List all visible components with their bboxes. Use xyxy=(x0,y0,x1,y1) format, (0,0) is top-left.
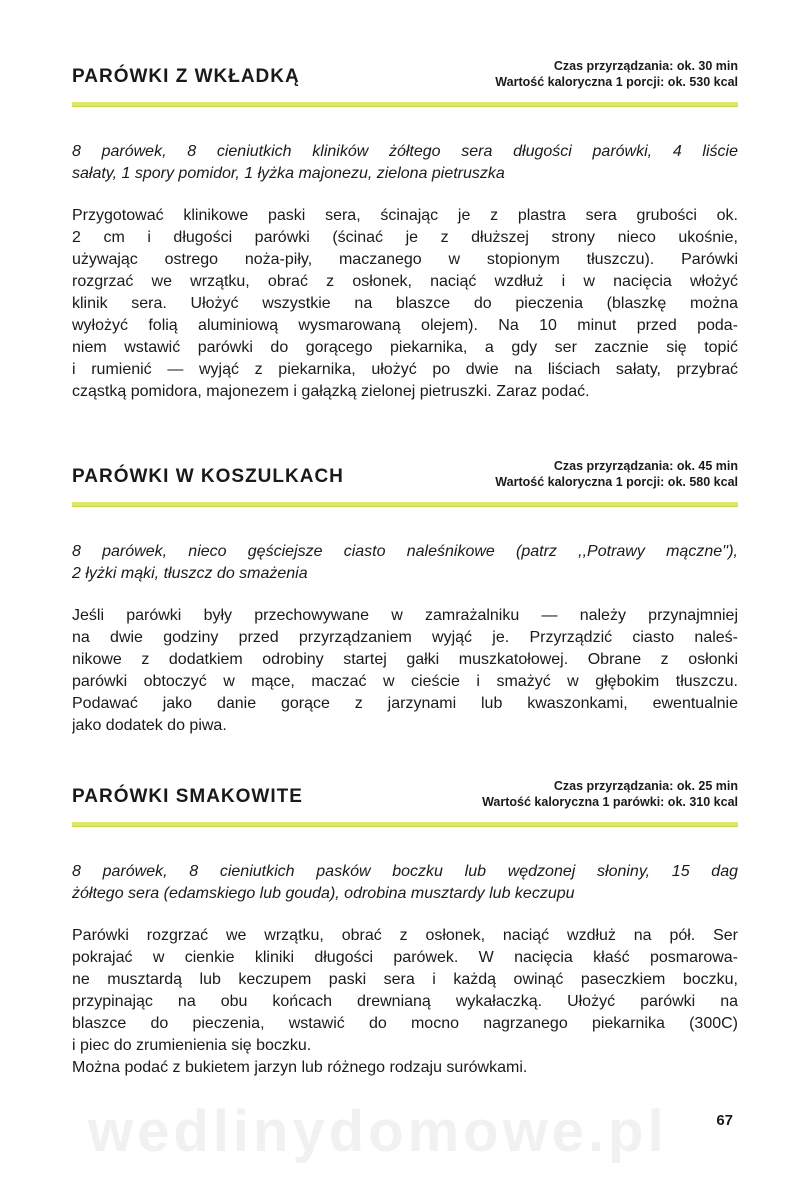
instructions-line: i rumienić — wyjąć z piekarnika, ułożyć po dwie na liściach sałaty, przybrać xyxy=(72,361,738,378)
calories: Wartość kaloryczna 1 porcji: ok. 530 kcal xyxy=(495,75,738,89)
instructions xyxy=(72,605,738,737)
recipe-header xyxy=(72,452,738,502)
ingredients-line: sałaty, 1 spory pomidor, 1 łyżka majonezu, zielona pietruszka xyxy=(72,165,505,182)
ingredients xyxy=(72,141,738,185)
instructions-line: niem wstawić parówki do gorącego piekarnika, a gdy ser zacznie się topić xyxy=(72,339,738,356)
instructions-line: wyłożyć folią aluminiową wysmarowaną olejem). Na 10 minut przed poda- xyxy=(72,317,738,334)
section-divider xyxy=(72,502,738,507)
instructions xyxy=(72,205,738,403)
instructions-line: parówki obtoczyć w mące, maczać w cieście i smażyć w głębokim tłuszczu. xyxy=(72,673,738,690)
recipe-title: PARÓWKI W KOSZULKACH xyxy=(72,466,344,487)
page-number: 67 xyxy=(716,1112,733,1129)
recipe-meta xyxy=(495,458,738,490)
recipe-meta xyxy=(495,58,738,90)
recipe-header xyxy=(72,52,738,102)
prep-time: Czas przyrządzania: ok. 30 min xyxy=(553,59,738,73)
ingredients xyxy=(72,541,738,585)
instructions-line: Można podać z bukietem jarzyn lub różnego rodzaju surówkami. xyxy=(72,1059,528,1076)
calories: Wartość kaloryczna 1 porcji: ok. 580 kcal xyxy=(495,475,738,489)
instructions-line: Podawać jako danie gorące z jarzynami lub kwaszonkami, ewentualnie xyxy=(72,695,738,712)
instructions-line: Parówki rozgrzać we wrzątku, obrać z osłonek, naciąć wzdłuż na pół. Ser xyxy=(72,927,738,944)
ingredients-line: żółtego sera (edamskiego lub gouda), odrobina musztardy lub keczupu xyxy=(72,885,575,902)
ingredients-line: 8 parówek, 8 cieniutkich kliników żółtego sera długości parówki, 4 liście xyxy=(72,143,738,160)
recipe-header xyxy=(72,772,738,822)
instructions-line: i piec do zrumienienia się boczku. xyxy=(72,1037,312,1054)
ingredients-line: 8 parówek, nieco gęściejsze ciasto naleśnikowe (patrz ,,Potrawy mączne''), xyxy=(72,543,738,560)
recipe-section-3 xyxy=(72,772,738,1079)
section-divider xyxy=(72,102,738,107)
instructions-line: blaszce do pieczenia, wstawić do mocno nagrzanego piekarnika (300C) xyxy=(72,1015,738,1032)
ingredients xyxy=(72,861,738,905)
instructions-line: rozgrzać we wrzątku, obrać z osłonek, naciąć wzdłuż i w nacięcia włożyć xyxy=(72,273,738,290)
instructions-line: pokrajać w cienkie kliniki długości parówek. W nacięcia kłaść posmarowa- xyxy=(72,949,738,966)
recipe-title: PARÓWKI SMAKOWITE xyxy=(72,786,303,807)
prep-time: Czas przyrządzania: ok. 25 min xyxy=(553,779,738,793)
recipe-section-2 xyxy=(72,452,738,737)
instructions-line: Przygotować klinikowe paski sera, ścinając je z plastra sera grubości ok. xyxy=(72,207,738,224)
instructions-line: 2 cm i długości parówki (ścinać je z dłuższej strony nieco ukośnie, xyxy=(72,229,738,246)
section-divider xyxy=(72,822,738,827)
instructions xyxy=(72,925,738,1079)
recipe-section-1 xyxy=(72,52,738,403)
instructions-line: jako dodatek do piwa. xyxy=(72,717,227,734)
instructions-line: cząstką pomidora, majonezem i gałązką zielonej pietruszki. Zaraz podać. xyxy=(72,383,590,400)
calories: Wartość kaloryczna 1 parówki: ok. 310 kcal xyxy=(482,795,738,809)
instructions-line: używając ostrego noża-piły, maczanego w stopionym tłuszczu). Parówki xyxy=(72,251,738,268)
ingredients-line: 8 parówek, 8 cieniutkich pasków boczku lub wędzonej słoniny, 15 dag xyxy=(72,863,738,880)
prep-time: Czas przyrządzania: ok. 45 min xyxy=(553,459,738,473)
recipe-meta xyxy=(482,778,738,810)
instructions-line: nikowe z dodatkiem odrobiny startej gałki muszkatołowej. Obrane z osłonki xyxy=(72,651,738,668)
instructions-line: na dwie godziny przed przyrządzaniem wyjąć je. Przyrządzić ciasto naleś- xyxy=(72,629,738,646)
instructions-line: klinik sera. Ułożyć wszystkie na blaszce do pieczenia (blaszkę można xyxy=(72,295,738,312)
instructions-line: przypinając na obu końcach drewnianą wykałaczką. Ułożyć parówki na xyxy=(72,993,738,1010)
instructions-line: ne musztardą lub keczupem paski sera i każdą owinąć paseczkiem boczku, xyxy=(72,971,738,988)
watermark: wedlinydomowe.pl xyxy=(88,1099,668,1164)
recipe-title: PARÓWKI Z WKŁADKĄ xyxy=(72,66,300,87)
instructions-line: Jeśli parówki były przechowywane w zamrażalniku — należy przynajmniej xyxy=(72,607,738,624)
ingredients-line: 2 łyżki mąki, tłuszcz do smażenia xyxy=(72,565,308,582)
